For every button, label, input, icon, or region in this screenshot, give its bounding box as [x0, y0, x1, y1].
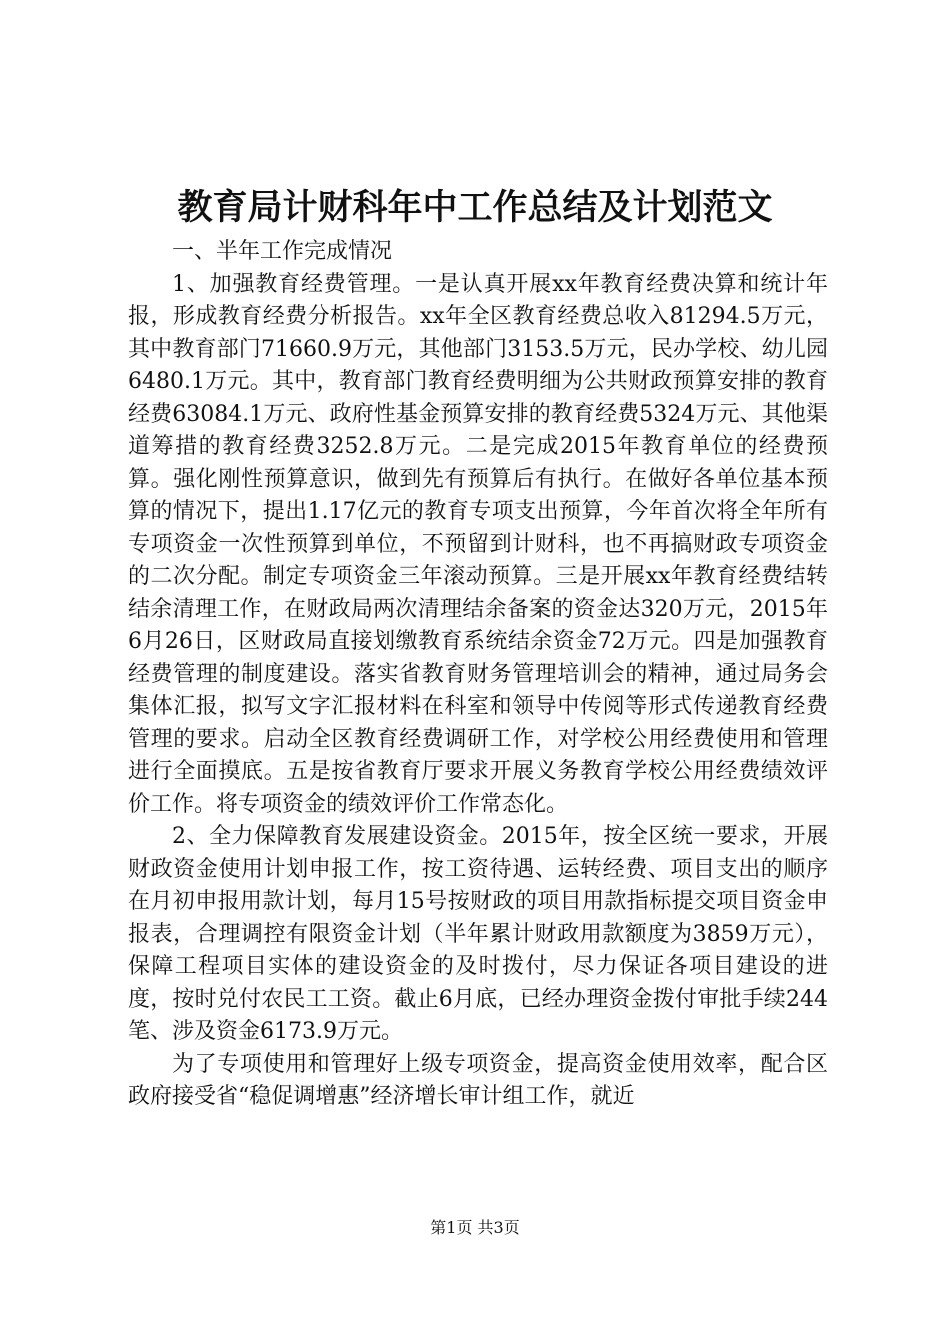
document-title: 教育局计财科年中工作总结及计划范文: [177, 187, 773, 228]
paragraph-special-funds: 为了专项使用和管理好上级专项资金，提高资金使用效率，配合区政府接受省“稳促调增惠”经济增长审计组工作，就近: [128, 1051, 828, 1109]
page-footer: 第1页 共3页: [430, 1218, 520, 1237]
paragraph-funding-management: 1、加强教育经费管理。一是认真开展xx年教育经费决算和统计年报，形成教育经费分析报告。xx年全区教育经费总收入81294.5万元，其中教育部门71660.9万元，其他部门3153.5万元，民办学校、幼儿园6480.1万元。其中，教育部门教育经费明细为公共财政预算安排的教育经费63084.1万元、政府性基金预算安排的教育经费5324万元、其他渠道筹措的教育经费3252.8万元。二是完成2015年教育单位的经费预算。强化刚性预算意识，做到先有预算后有执行。在做好各单位基本预算的情况下，提出1.17亿元的教育专项支出预算，今年首次将全年所有专项资金一次性预算到单位，不预留到计财科，也不再搞财政专项资金的二次分配。制定专项资金三年滚动预算。三是开展xx年教育经费结转结余清理工作，在财政局两次清理结余备案的资金达320万元，2015年6月26日，区财政局直接划缴教育系统结余资金72万元。四是加强教育经费管理的制度建设。落实省教育财务管理培训会的精神，通过局务会集体汇报，拟写文字汇报材料在科室和领导中传阅等形式传递教育经费管理的要求。启动全区教育经费调研工作，对学校公用经费使用和管理进行全面摸底。五是按省教育厅要求开展义务教育学校公用经费绩效评价工作。将专项资金的绩效评价工作常态化。: [128, 271, 828, 817]
section-heading: 一、半年工作完成情况: [172, 239, 393, 264]
document-body: [128, 236, 828, 1114]
paragraph-construction-funds: 2、全力保障教育发展建设资金。2015年，按全区统一要求，开展财政资金使用计划申报工作，按工资待遇、运转经费、项目支出的顺序在月初申报用款计划，每月15号按财政的项目用款指标提交项目资金申报表，合理调控有限资金计划（半年累计财政用款额度为3859万元），保障工程项目实体的建设资金的及时拨付，尽力保证各项目建设的进度，按时兑付农民工工资。截止6月底，已经办理资金拨付审批手续244笔、涉及资金6173.9万元。: [128, 824, 828, 1044]
